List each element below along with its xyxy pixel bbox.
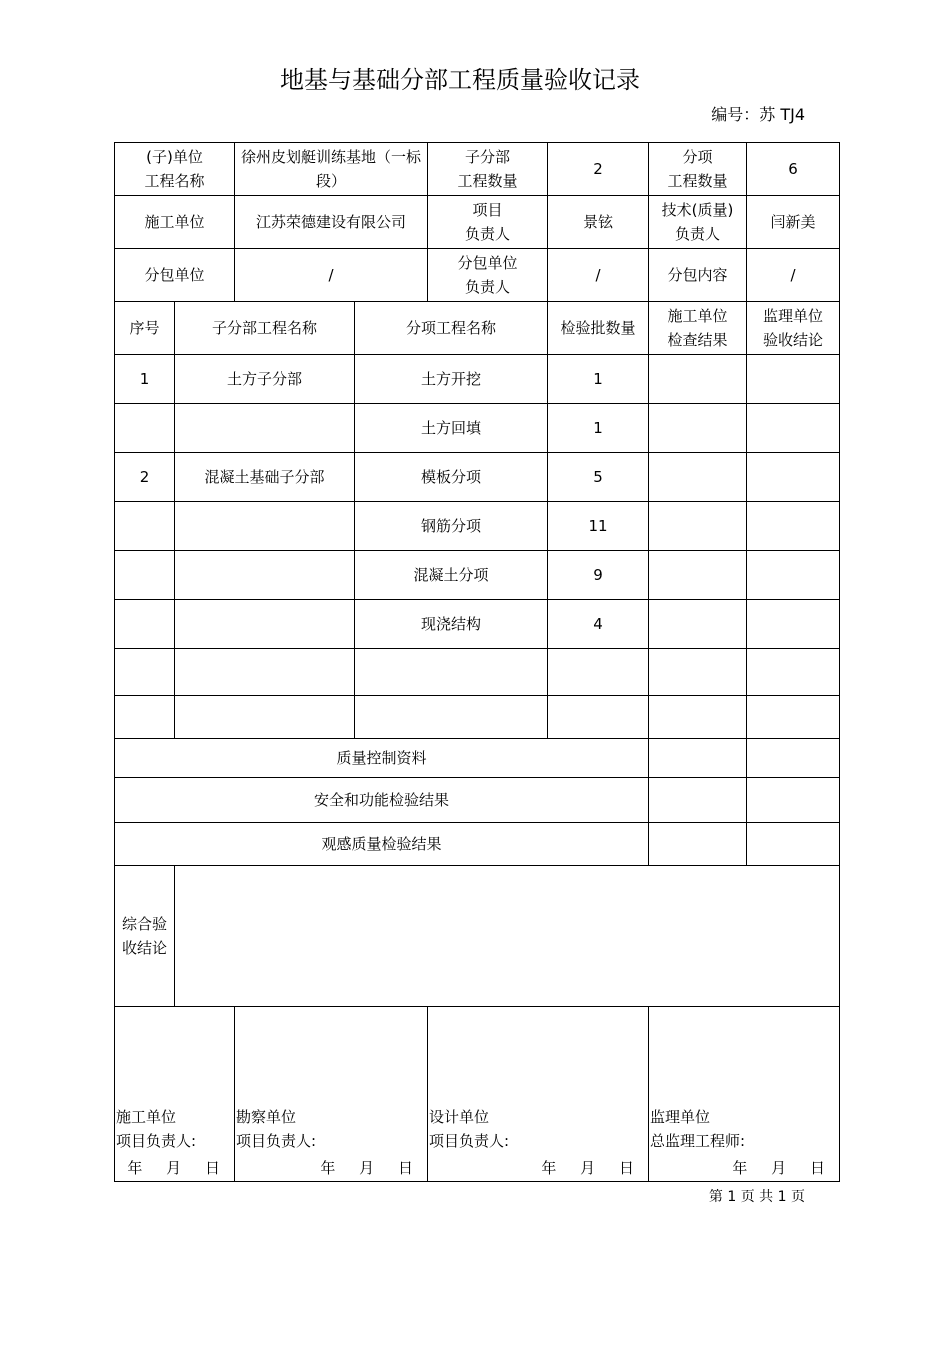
subcontractor-label: 分包单位 xyxy=(115,249,235,302)
item-count-value: 6 xyxy=(747,143,840,196)
tech-label: 技术(质量) 负责人 xyxy=(649,196,747,249)
row-accept xyxy=(747,551,840,600)
col-accept: 监理单位 验收结论 xyxy=(747,302,840,355)
row-no xyxy=(115,600,175,649)
signature-block-supervision xyxy=(649,1007,840,1182)
row-sub-name: 土方子分部 xyxy=(175,355,355,404)
tech-value: 闫新美 xyxy=(747,196,840,249)
page-footer: 第 1 页 共 1 页 xyxy=(708,1189,805,1205)
signature-unit: 监理单位 xyxy=(650,1108,711,1126)
row-batch: 11 xyxy=(548,502,649,551)
row-check xyxy=(649,696,747,739)
signature-date: 年 月 日 xyxy=(732,1159,826,1177)
signature-role: 项目负责人: xyxy=(116,1132,197,1150)
row-sub-name xyxy=(175,600,355,649)
row-batch xyxy=(548,696,649,739)
row-check xyxy=(649,551,747,600)
sub-content-value: / xyxy=(747,249,840,302)
sub-content-label: 分包内容 xyxy=(649,249,747,302)
col-sub-name: 子分部工程名称 xyxy=(175,302,355,355)
row-accept xyxy=(747,502,840,551)
row-sub-name xyxy=(175,551,355,600)
quality-docs-label: 质量控制资料 xyxy=(115,739,649,778)
unit-name-label: (子)单位 工程名称 xyxy=(115,143,235,196)
pm-label: 项目 负责人 xyxy=(428,196,548,249)
row-accept xyxy=(747,404,840,453)
table-row xyxy=(115,649,840,696)
table-row xyxy=(115,600,840,649)
conclusion-row xyxy=(115,866,840,1007)
row-no: 1 xyxy=(115,355,175,404)
quality-docs-check xyxy=(649,739,747,778)
signature-block-survey xyxy=(235,1007,428,1182)
row-sub-name: 混凝土基础子分部 xyxy=(175,453,355,502)
safety-accept xyxy=(747,778,840,823)
row-item-name: 混凝土分项 xyxy=(355,551,548,600)
column-header-row xyxy=(115,302,840,355)
row-no: 2 xyxy=(115,453,175,502)
signature-unit: 施工单位 xyxy=(116,1108,177,1126)
signature-role: 总监理工程师: xyxy=(650,1132,746,1150)
contractor-value: 江苏荣德建设有限公司 xyxy=(235,196,428,249)
sub-pm-value: / xyxy=(548,249,649,302)
table-row xyxy=(115,551,840,600)
row-item-name xyxy=(355,696,548,739)
row-batch: 1 xyxy=(548,404,649,453)
row-check xyxy=(649,355,747,404)
page-title: 地基与基础分部工程质量验收记录 xyxy=(280,66,640,94)
appearance-check xyxy=(649,823,747,866)
sub-pm-label: 分包单位 负责人 xyxy=(428,249,548,302)
appearance-label: 观感质量检验结果 xyxy=(115,823,649,866)
sub-count-value: 2 xyxy=(548,143,649,196)
row-check xyxy=(649,453,747,502)
signature-row xyxy=(115,1007,840,1182)
safety-check xyxy=(649,778,747,823)
col-item-name: 分项工程名称 xyxy=(355,302,548,355)
row-item-name: 现浇结构 xyxy=(355,600,548,649)
pm-value: 景铉 xyxy=(548,196,649,249)
conclusion-content xyxy=(175,866,840,1007)
sub-count-label: 子分部 工程数量 xyxy=(428,143,548,196)
signature-role: 项目负责人: xyxy=(236,1132,317,1150)
row-accept xyxy=(747,453,840,502)
table-row xyxy=(115,355,840,404)
row-check xyxy=(649,404,747,453)
header-row-project xyxy=(115,143,840,196)
row-no xyxy=(115,696,175,739)
row-batch: 1 xyxy=(548,355,649,404)
unit-name-value: 徐州皮划艇训练基地（一标段） xyxy=(235,143,428,196)
row-sub-name xyxy=(175,404,355,453)
row-sub-name xyxy=(175,649,355,696)
row-check xyxy=(649,502,747,551)
quality-docs-row xyxy=(115,739,840,778)
row-accept xyxy=(747,696,840,739)
signature-block-contractor xyxy=(115,1007,235,1182)
row-item-name: 模板分项 xyxy=(355,453,548,502)
row-item-name xyxy=(355,649,548,696)
row-sub-name xyxy=(175,696,355,739)
row-no xyxy=(115,551,175,600)
table-row xyxy=(115,696,840,739)
row-batch: 5 xyxy=(548,453,649,502)
row-batch: 4 xyxy=(548,600,649,649)
safety-row xyxy=(115,778,840,823)
signature-unit: 勘察单位 xyxy=(236,1108,297,1126)
row-batch: 9 xyxy=(548,551,649,600)
item-count-label: 分项 工程数量 xyxy=(649,143,747,196)
appearance-row xyxy=(115,823,840,866)
table-row xyxy=(115,404,840,453)
row-accept xyxy=(747,600,840,649)
signature-block-design xyxy=(428,1007,649,1182)
signature-unit: 设计单位 xyxy=(429,1108,490,1126)
row-item-name: 土方回填 xyxy=(355,404,548,453)
row-item-name: 钢筋分项 xyxy=(355,502,548,551)
row-no xyxy=(115,502,175,551)
document-number: 编号：苏 TJ4 xyxy=(711,105,805,124)
contractor-label: 施工单位 xyxy=(115,196,235,249)
signature-date: 年 月 日 xyxy=(320,1159,414,1177)
quality-docs-accept xyxy=(747,739,840,778)
row-accept xyxy=(747,649,840,696)
row-item-name: 土方开挖 xyxy=(355,355,548,404)
appearance-accept xyxy=(747,823,840,866)
conclusion-label: 综合验 收结论 xyxy=(115,866,175,1007)
row-batch xyxy=(548,649,649,696)
row-no xyxy=(115,404,175,453)
row-check xyxy=(649,600,747,649)
header-row-subcontractor xyxy=(115,249,840,302)
signature-role: 项目负责人: xyxy=(429,1132,510,1150)
row-accept xyxy=(747,355,840,404)
col-no: 序号 xyxy=(115,302,175,355)
row-no xyxy=(115,649,175,696)
table-row xyxy=(115,502,840,551)
subcontractor-value: / xyxy=(235,249,428,302)
signature-date: 年 月 日 xyxy=(541,1159,635,1177)
header-row-contractor xyxy=(115,196,840,249)
table-row xyxy=(115,453,840,502)
signature-date: 年 月 日 xyxy=(127,1159,221,1177)
col-check: 施工单位 检查结果 xyxy=(649,302,747,355)
safety-label: 安全和功能检验结果 xyxy=(115,778,649,823)
col-batch: 检验批数量 xyxy=(548,302,649,355)
row-sub-name xyxy=(175,502,355,551)
row-check xyxy=(649,649,747,696)
acceptance-form-table xyxy=(114,142,840,1182)
